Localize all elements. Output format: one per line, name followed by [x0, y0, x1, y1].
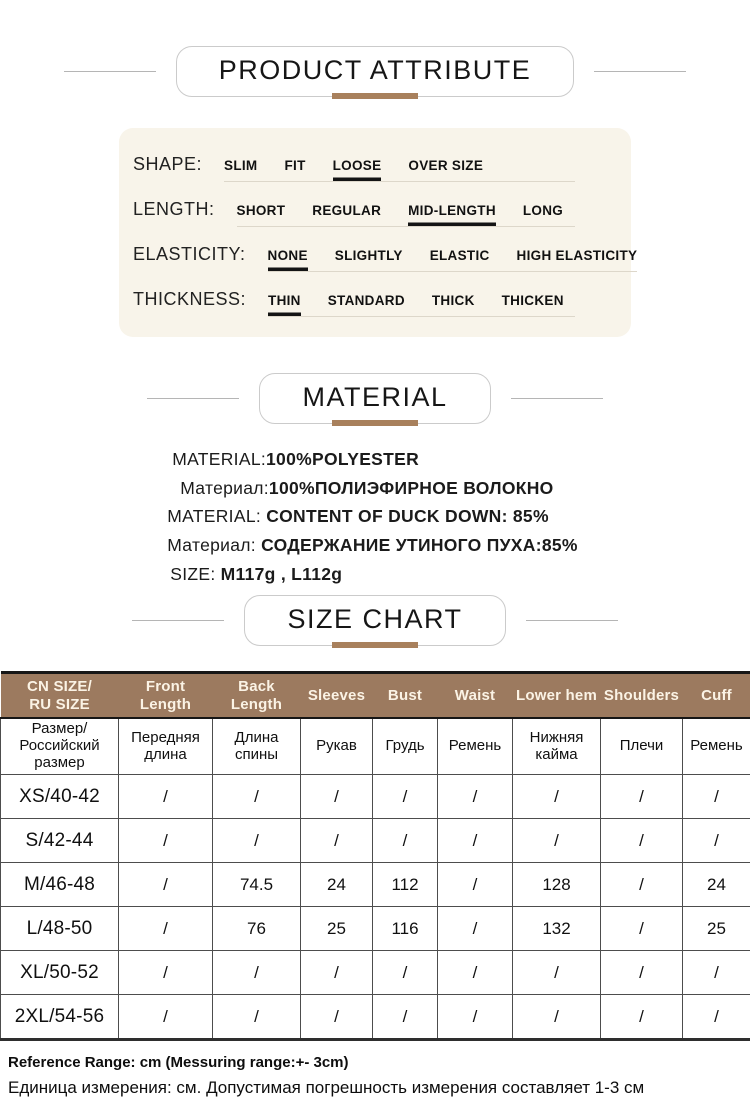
table-row — [1, 951, 750, 995]
material-line-ru-polyester — [180, 477, 578, 501]
material-value: M117g , L112g — [221, 564, 343, 584]
measure-note-ru: Единица измерения: см. Допустимая погрешность измерения составляет 1-3 см — [8, 1078, 750, 1098]
value-cell: 132 — [513, 907, 601, 951]
attribute-row — [133, 244, 617, 272]
table-row — [1, 995, 750, 1040]
attribute-row — [133, 199, 617, 227]
column-header-en: Waist — [438, 673, 513, 719]
divider-line-left — [64, 71, 156, 72]
size-cell: XL/50-52 — [1, 951, 119, 995]
attribute-option-selected: THIN — [268, 293, 301, 316]
table-header-row-ru — [1, 718, 750, 775]
value-cell: / — [119, 907, 213, 951]
value-cell: 116 — [373, 907, 438, 951]
attribute-options — [224, 158, 575, 182]
material-label: MATERIAL: — [172, 449, 266, 469]
value-cell: / — [438, 995, 513, 1040]
value-cell: / — [438, 819, 513, 863]
value-cell: / — [683, 951, 750, 995]
column-header-en: CN SIZE/ RU SIZE — [1, 673, 119, 719]
attribute-option: FIT — [284, 158, 305, 181]
attribute-option: LONG — [523, 203, 563, 226]
value-cell: / — [119, 995, 213, 1040]
value-cell: / — [373, 951, 438, 995]
value-cell: / — [373, 995, 438, 1040]
attribute-option: SLIM — [224, 158, 257, 181]
table-row — [1, 907, 750, 951]
column-header-ru: Ремень — [438, 718, 513, 775]
value-cell: 24 — [683, 863, 750, 907]
column-header-en: Front Length — [119, 673, 213, 719]
value-cell: / — [301, 951, 373, 995]
material-line-en-duck-down — [167, 505, 578, 529]
value-cell: 25 — [683, 907, 750, 951]
column-header-ru: Рукав — [301, 718, 373, 775]
size-chart-section-header — [0, 595, 750, 646]
attribute-options — [268, 248, 638, 272]
material-title-box — [259, 373, 490, 424]
table-row — [1, 775, 750, 819]
material-value: 100%ПОЛИЭФИРНОЕ ВОЛОКНО — [269, 478, 554, 498]
value-cell: / — [601, 907, 683, 951]
value-cell: / — [438, 863, 513, 907]
divider-line-right — [511, 398, 603, 399]
value-cell: / — [438, 775, 513, 819]
size-cell: S/42-44 — [1, 819, 119, 863]
divider-line-right — [526, 620, 618, 621]
size-cell: L/48-50 — [1, 907, 119, 951]
attribute-option: THICK — [432, 293, 475, 316]
column-header-ru: Нижняя кайма — [513, 718, 601, 775]
column-header-en: Shoulders — [601, 673, 683, 719]
divider-line-left — [147, 398, 239, 399]
attribute-option: SLIGHTLY — [335, 248, 403, 271]
material-label: Материал: — [167, 535, 261, 555]
measure-note-en: Reference Range: cm (Messuring range:+- 3cm) — [8, 1054, 750, 1071]
column-header-en: Back Length — [213, 673, 301, 719]
column-header-ru: Грудь — [373, 718, 438, 775]
column-header-ru: Передняя длина — [119, 718, 213, 775]
attribute-option: HIGH ELASTICITY — [517, 248, 638, 271]
size-chart-title: SIZE CHART — [287, 604, 462, 634]
value-cell: / — [513, 951, 601, 995]
product-attribute-panel — [119, 128, 631, 337]
value-cell: / — [601, 995, 683, 1040]
value-cell: 112 — [373, 863, 438, 907]
attribute-option: SHORT — [237, 203, 286, 226]
value-cell: / — [438, 907, 513, 951]
attribute-option: STANDARD — [328, 293, 405, 316]
column-header-en: Sleeves — [301, 673, 373, 719]
attribute-option: ELASTIC — [430, 248, 490, 271]
value-cell: / — [213, 819, 301, 863]
attribute-options — [237, 203, 575, 227]
material-label: Материал: — [180, 478, 269, 498]
divider-line-left — [132, 620, 224, 621]
value-cell: / — [601, 775, 683, 819]
value-cell: / — [683, 995, 750, 1040]
product-attribute-section-header — [0, 0, 750, 97]
column-header-ru: Длина спины — [213, 718, 301, 775]
attribute-row — [133, 289, 617, 317]
column-header-en: Bust — [373, 673, 438, 719]
size-cell: XS/40-42 — [1, 775, 119, 819]
attribute-option-selected: LOOSE — [333, 158, 382, 181]
material-line-en-polyester — [172, 448, 578, 472]
attribute-row — [133, 154, 617, 182]
size-chart-title-box — [244, 595, 505, 646]
column-header-ru: Плечи — [601, 718, 683, 775]
column-header-ru: Размер/ Российский размер — [1, 718, 119, 775]
attribute-option-selected: MID-LENGTH — [408, 203, 496, 226]
value-cell: / — [601, 863, 683, 907]
material-label: MATERIAL: — [167, 506, 266, 526]
value-cell: / — [373, 775, 438, 819]
attribute-option: THICKEN — [502, 293, 564, 316]
product-attribute-title: PRODUCT ATTRIBUTE — [219, 55, 532, 85]
divider-line-right — [594, 71, 686, 72]
table-row — [1, 863, 750, 907]
value-cell: / — [683, 775, 750, 819]
value-cell: / — [213, 951, 301, 995]
column-header-en: Lower hem — [513, 673, 601, 719]
material-title: MATERIAL — [302, 382, 447, 412]
value-cell: / — [119, 951, 213, 995]
material-value: 100%POLYESTER — [266, 449, 419, 469]
attribute-label: ELASTICITY: — [133, 244, 246, 265]
size-chart-table — [0, 671, 750, 1041]
size-cell: M/46-48 — [1, 863, 119, 907]
value-cell: / — [513, 775, 601, 819]
value-cell: 25 — [301, 907, 373, 951]
value-cell: 74.5 — [213, 863, 301, 907]
column-header-en: Cuff — [683, 673, 750, 719]
attribute-option: OVER SIZE — [408, 158, 483, 181]
value-cell: / — [213, 995, 301, 1040]
value-cell: / — [513, 819, 601, 863]
column-header-ru: Ремень — [683, 718, 750, 775]
material-label: SIZE: — [170, 564, 220, 584]
value-cell: 128 — [513, 863, 601, 907]
value-cell: / — [301, 819, 373, 863]
material-value: CONTENT OF DUCK DOWN: 85% — [266, 506, 549, 526]
value-cell: / — [119, 819, 213, 863]
attribute-label: LENGTH: — [133, 199, 215, 220]
product-attribute-title-box — [176, 46, 575, 97]
material-section-header — [0, 373, 750, 424]
attribute-label: THICKNESS: — [133, 289, 246, 310]
table-row — [1, 819, 750, 863]
value-cell: 76 — [213, 907, 301, 951]
value-cell: / — [301, 995, 373, 1040]
size-cell: 2XL/54-56 — [1, 995, 119, 1040]
table-header-row-en — [1, 673, 750, 719]
value-cell: 24 — [301, 863, 373, 907]
material-value: СОДЕРЖАНИЕ УТИНОГО ПУХА:85% — [261, 535, 578, 555]
value-cell: / — [438, 951, 513, 995]
value-cell: / — [301, 775, 373, 819]
value-cell: / — [119, 775, 213, 819]
value-cell: / — [213, 775, 301, 819]
value-cell: / — [119, 863, 213, 907]
value-cell: / — [601, 951, 683, 995]
material-line-ru-duck-down — [167, 534, 578, 558]
attribute-option: REGULAR — [312, 203, 381, 226]
value-cell: / — [513, 995, 601, 1040]
value-cell: / — [683, 819, 750, 863]
attribute-label: SHAPE: — [133, 154, 202, 175]
value-cell: / — [601, 819, 683, 863]
value-cell: / — [373, 819, 438, 863]
attribute-options — [268, 293, 575, 317]
material-info-block — [172, 448, 578, 586]
attribute-option-selected: NONE — [268, 248, 308, 271]
material-line-size-weight — [170, 563, 578, 587]
